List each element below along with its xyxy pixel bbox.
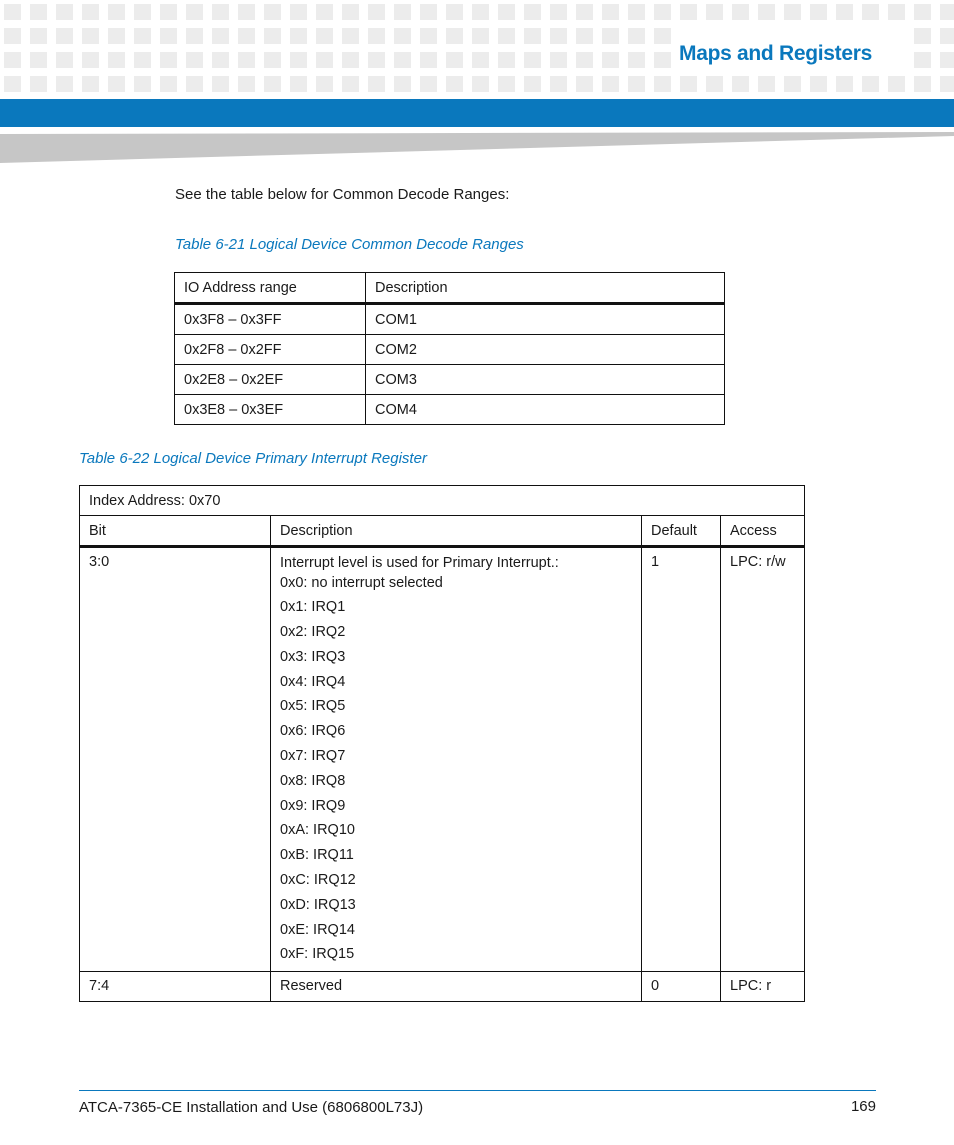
pattern-tile xyxy=(654,28,671,44)
pattern-tile xyxy=(836,4,853,20)
table2-caption: Table 6-22 Logical Device Primary Interrupt Register xyxy=(79,450,427,467)
pattern-tile xyxy=(342,52,359,68)
pattern-tile xyxy=(108,28,125,44)
pattern-tile xyxy=(30,52,47,68)
pattern-tile xyxy=(186,52,203,68)
pattern-tile xyxy=(134,4,151,20)
pattern-tile xyxy=(264,28,281,44)
pattern-tile xyxy=(134,52,151,68)
pattern-tile xyxy=(212,52,229,68)
table-cell: 0x2E8 – 0x2EF xyxy=(175,365,366,395)
table-row xyxy=(80,971,805,1001)
column-header: Description xyxy=(271,516,642,547)
pattern-tile xyxy=(342,4,359,20)
pattern-tile xyxy=(316,76,333,92)
table-row xyxy=(175,335,725,365)
pattern-tile xyxy=(914,4,931,20)
pattern-tile xyxy=(862,4,879,20)
pattern-tile xyxy=(186,4,203,20)
pattern-tile xyxy=(212,76,229,92)
pattern-tile xyxy=(472,52,489,68)
pattern-tile xyxy=(394,76,411,92)
pattern-tile xyxy=(108,4,125,20)
description-line: 0x9: IRQ9 xyxy=(280,797,346,814)
pattern-tile xyxy=(368,76,385,92)
description-line: 0x3: IRQ3 xyxy=(280,648,346,665)
pattern-tile xyxy=(264,76,281,92)
pattern-tile xyxy=(914,76,931,92)
pattern-tile xyxy=(810,4,827,20)
pattern-tile xyxy=(498,28,515,44)
pattern-tile xyxy=(914,28,931,44)
pattern-tile xyxy=(82,52,99,68)
pattern-tile xyxy=(576,4,593,20)
index-address-row xyxy=(80,486,805,516)
pattern-tile xyxy=(290,28,307,44)
pattern-tile xyxy=(628,28,645,44)
pattern-tile xyxy=(264,4,281,20)
pattern-tile xyxy=(550,52,567,68)
pattern-tile xyxy=(368,4,385,20)
bit-cell: 3:0 xyxy=(80,547,271,972)
pattern-tile xyxy=(4,52,21,68)
description-line: 0xD: IRQ13 xyxy=(280,896,356,913)
description-cell: Reserved xyxy=(271,971,642,1001)
pattern-tile xyxy=(56,28,73,44)
pattern-tile xyxy=(108,52,125,68)
pattern-tile xyxy=(758,4,775,20)
pattern-tile xyxy=(862,76,879,92)
table-cell: 0x3F8 – 0x3FF xyxy=(175,304,366,335)
pattern-tile xyxy=(550,76,567,92)
pattern-tile xyxy=(732,76,749,92)
pattern-tile xyxy=(524,52,541,68)
pattern-tile xyxy=(446,4,463,20)
pattern-tile xyxy=(498,4,515,20)
table-cell: COM3 xyxy=(366,365,725,395)
description-line: 0x7: IRQ7 xyxy=(280,748,346,765)
pattern-tile xyxy=(706,4,723,20)
pattern-tile xyxy=(316,52,333,68)
description-line: 0x5: IRQ5 xyxy=(280,698,346,715)
pattern-tile xyxy=(498,52,515,68)
pattern-tile xyxy=(732,4,749,20)
pattern-tile xyxy=(576,76,593,92)
pattern-tile xyxy=(394,28,411,44)
column-header: IO Address range xyxy=(175,273,366,304)
pattern-tile xyxy=(680,4,697,20)
pattern-tile xyxy=(628,4,645,20)
pattern-tile xyxy=(342,28,359,44)
bit-cell: 7:4 xyxy=(80,971,271,1001)
description-line: 0xC: IRQ12 xyxy=(280,872,356,889)
pattern-tile xyxy=(628,52,645,68)
pattern-tile xyxy=(394,4,411,20)
pattern-tile xyxy=(160,4,177,20)
table1-caption: Table 6-21 Logical Device Common Decode Ranges xyxy=(175,236,524,253)
pattern-tile xyxy=(940,52,954,68)
table-row xyxy=(175,304,725,335)
pattern-tile xyxy=(524,76,541,92)
pattern-tile xyxy=(212,28,229,44)
pattern-tile xyxy=(524,28,541,44)
table-row xyxy=(175,365,725,395)
pattern-tile xyxy=(550,28,567,44)
table-row xyxy=(175,395,725,425)
pattern-tile xyxy=(4,28,21,44)
pattern-tile xyxy=(784,4,801,20)
pattern-tile xyxy=(238,76,255,92)
pattern-tile xyxy=(238,52,255,68)
pattern-tile xyxy=(160,76,177,92)
pattern-tile xyxy=(56,4,73,20)
pattern-tile xyxy=(56,52,73,68)
description-line: Interrupt level is used for Primary Interrupt.: xyxy=(280,555,559,571)
pattern-tile xyxy=(654,52,671,68)
column-header: Access xyxy=(721,516,805,547)
pattern-tile xyxy=(680,76,697,92)
table-row xyxy=(80,547,805,972)
pattern-tile xyxy=(238,28,255,44)
description-cell xyxy=(271,547,642,972)
pattern-tile xyxy=(4,76,21,92)
table-header-row xyxy=(80,516,805,547)
access-cell: LPC: r xyxy=(721,971,805,1001)
pattern-tile xyxy=(264,52,281,68)
pattern-tile xyxy=(160,52,177,68)
description-line: 0xE: IRQ14 xyxy=(280,921,355,938)
description-line: 0xF: IRQ15 xyxy=(280,946,355,963)
decode-ranges-table xyxy=(174,272,725,425)
pattern-tile xyxy=(888,76,905,92)
pattern-tile xyxy=(498,76,515,92)
pattern-tile xyxy=(836,76,853,92)
pattern-tile xyxy=(316,28,333,44)
default-cell: 0 xyxy=(642,971,721,1001)
header-grey-wedge xyxy=(0,130,954,163)
page-title: Maps and Registers xyxy=(679,42,872,65)
pattern-tile xyxy=(342,76,359,92)
footer-document-title: ATCA-7365-CE Installation and Use (6806800L73J) xyxy=(79,1099,424,1116)
pattern-tile xyxy=(420,52,437,68)
pattern-tile xyxy=(82,28,99,44)
pattern-tile xyxy=(940,4,954,20)
pattern-tile xyxy=(446,76,463,92)
pattern-tile xyxy=(472,28,489,44)
pattern-tile xyxy=(186,76,203,92)
pattern-tile xyxy=(420,4,437,20)
pattern-tile xyxy=(628,76,645,92)
footer-page-number: 169 xyxy=(850,1098,876,1115)
column-header: Default xyxy=(642,516,721,547)
pattern-tile xyxy=(238,4,255,20)
pattern-tile xyxy=(758,76,775,92)
description-line: 0xA: IRQ10 xyxy=(280,822,355,839)
pattern-tile xyxy=(30,4,47,20)
pattern-tile xyxy=(472,4,489,20)
description-line: 0x1: IRQ1 xyxy=(280,599,346,616)
pattern-tile xyxy=(940,28,954,44)
description-line: 0x6: IRQ6 xyxy=(280,723,346,740)
pattern-tile xyxy=(654,76,671,92)
description-lines xyxy=(280,554,632,965)
table-cell: COM2 xyxy=(366,335,725,365)
pattern-tile xyxy=(160,28,177,44)
column-header: Description xyxy=(366,273,725,304)
pattern-tile xyxy=(186,28,203,44)
pattern-tile xyxy=(524,4,541,20)
pattern-tile xyxy=(290,52,307,68)
table-cell: COM1 xyxy=(366,304,725,335)
pattern-tile xyxy=(940,76,954,92)
pattern-tile xyxy=(212,4,229,20)
pattern-tile xyxy=(316,4,333,20)
description-line: 0xB: IRQ11 xyxy=(280,847,354,864)
description-line: 0x0: no interrupt selected xyxy=(280,574,443,591)
pattern-tile xyxy=(368,28,385,44)
pattern-tile xyxy=(602,52,619,68)
pattern-tile xyxy=(108,76,125,92)
table-cell: 0x2F8 – 0x2FF xyxy=(175,335,366,365)
pattern-tile xyxy=(602,76,619,92)
pattern-tile xyxy=(784,76,801,92)
default-cell: 1 xyxy=(642,547,721,972)
pattern-tile xyxy=(30,28,47,44)
pattern-tile xyxy=(446,52,463,68)
pattern-tile xyxy=(706,76,723,92)
pattern-tile xyxy=(446,28,463,44)
pattern-tile xyxy=(602,28,619,44)
description-line: 0x4: IRQ4 xyxy=(280,673,346,690)
description-line: 0x2: IRQ2 xyxy=(280,624,346,641)
table-header-row xyxy=(175,273,725,304)
pattern-tile xyxy=(602,4,619,20)
pattern-tile xyxy=(576,52,593,68)
interrupt-register-table xyxy=(79,485,805,1002)
pattern-tile xyxy=(472,76,489,92)
pattern-tile xyxy=(4,4,21,20)
pattern-tile xyxy=(368,52,385,68)
table-cell: 0x3E8 – 0x3EF xyxy=(175,395,366,425)
pattern-tile xyxy=(30,76,47,92)
pattern-tile xyxy=(420,76,437,92)
pattern-tile xyxy=(290,76,307,92)
pattern-tile xyxy=(290,4,307,20)
description-line: 0x8: IRQ8 xyxy=(280,772,346,789)
table-cell: COM4 xyxy=(366,395,725,425)
pattern-tile xyxy=(888,4,905,20)
access-cell: LPC: r/w xyxy=(721,547,805,972)
pattern-tile xyxy=(82,76,99,92)
pattern-tile xyxy=(394,52,411,68)
pattern-tile xyxy=(82,4,99,20)
pattern-tile xyxy=(550,4,567,20)
header-blue-band xyxy=(0,99,954,127)
pattern-tile xyxy=(134,28,151,44)
pattern-tile xyxy=(576,28,593,44)
pattern-tile xyxy=(134,76,151,92)
intro-text: See the table below for Common Decode Ranges: xyxy=(175,186,510,203)
pattern-tile xyxy=(56,76,73,92)
column-header: Bit xyxy=(80,516,271,547)
index-address-cell: Index Address: 0x70 xyxy=(80,486,805,516)
pattern-tile xyxy=(810,76,827,92)
pattern-tile xyxy=(914,52,931,68)
footer-rule xyxy=(79,1090,876,1091)
pattern-tile xyxy=(420,28,437,44)
pattern-tile xyxy=(654,4,671,20)
